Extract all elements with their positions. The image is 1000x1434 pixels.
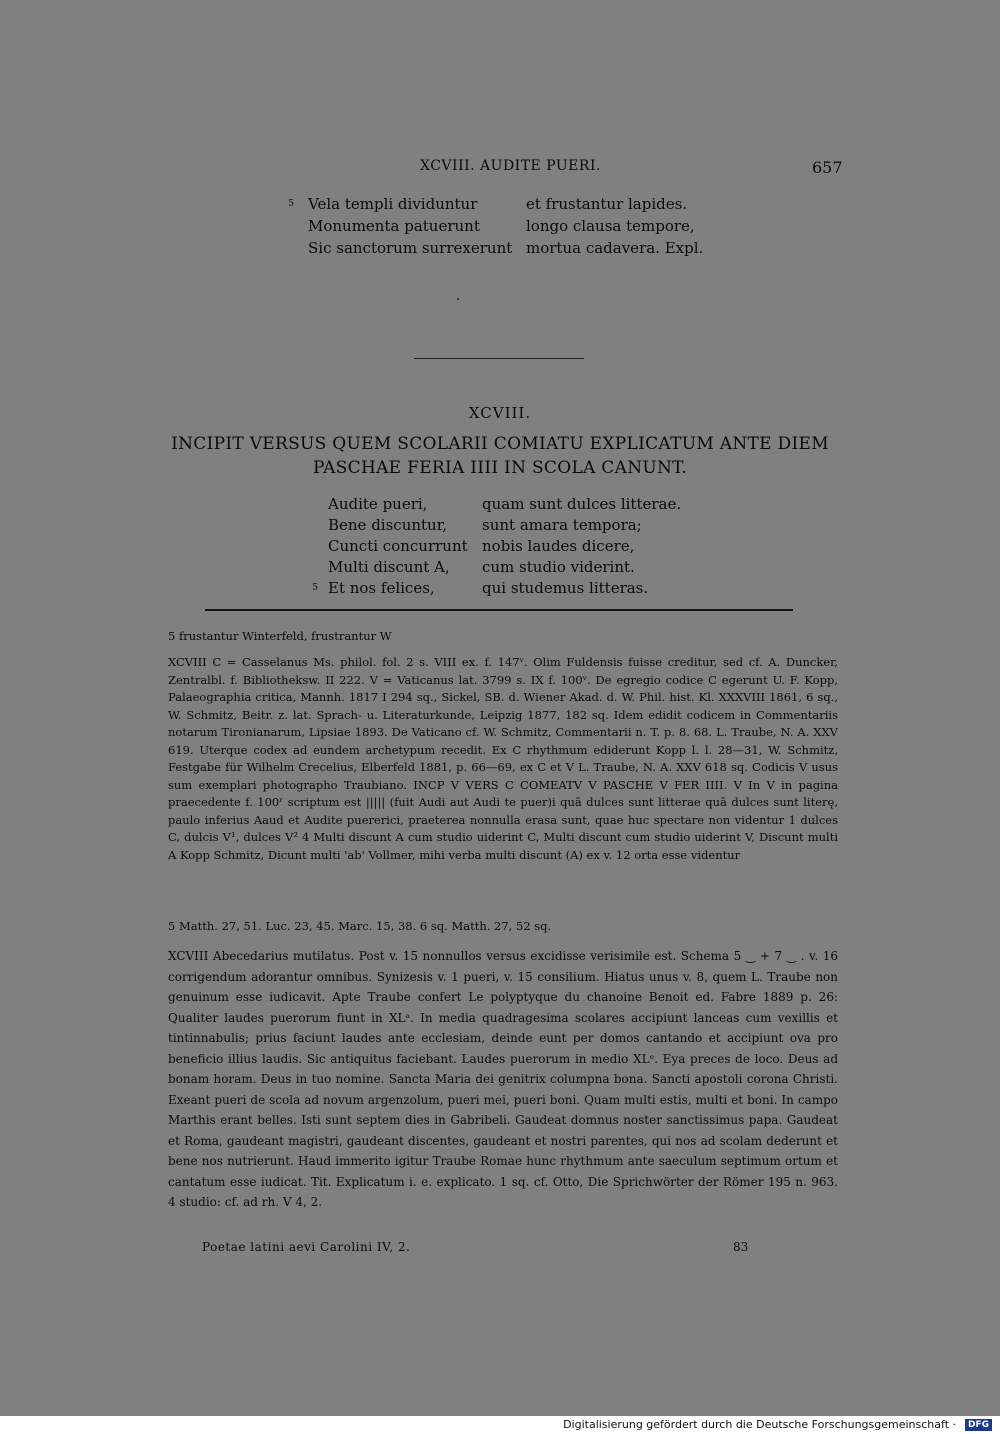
running-title: XCVIII. AUDITE PUERI. — [420, 158, 601, 174]
verse-left: Bene discuntur, — [328, 516, 448, 534]
print-speck — [457, 298, 459, 300]
source-note: 5 Matth. 27, 51. Luc. 23, 45. Marc. 15, 38. 6 sq. Matth. 27, 52 sq. — [168, 919, 552, 933]
verse-left: Vela templi dividuntur — [308, 195, 478, 213]
verse-right: sunt amara tempora; — [482, 516, 642, 534]
verse-left: Audite pueri, — [328, 495, 428, 513]
verse-left: Multi discunt A, — [328, 558, 450, 576]
apparatus-note: 5 frustantur Winterfeld, frustrantur W — [168, 629, 392, 643]
line-number: 5 — [288, 199, 294, 209]
verse-right: quam sunt dulces litterae. — [482, 495, 682, 513]
verse-right: cum studio viderint. — [482, 558, 635, 576]
verse-left: Cuncti concurrunt — [328, 537, 468, 555]
section-title: INCIPIT VERSUS QUEM SCOLARII COMIATU EXPLICATUM ANTE DIEM PASCHAE FERIA IIII IN SCOLA CANUNT. — [171, 434, 829, 478]
section-number: XCVIII. — [468, 404, 532, 422]
verse-left: Sic sanctorum surrexerunt — [308, 239, 513, 257]
banner-text: Digitalisierung gefördert durch die Deutsche Forschungsgemeinschaft · — [563, 1418, 956, 1431]
footnote-rule — [205, 609, 793, 611]
verse-right: longo clausa tempore, — [526, 217, 695, 235]
digitization-banner — [0, 1416, 1000, 1434]
commentary-note: XCVIII Abecedarius mutilatus. Post v. 15 nonnullos versus excidisse verisimile est. Schema 5 ‿ + 7 ‿ . v. 16 corrigendum adorantur omnibus. Synizesis v. 1 pueri, v. 15 consilium. Hiatus unus v. 8, quem L. Traube non genuinum esse iudicavit. Apte Traube confert Le polyptyque du chanoine Benoit ed. Fabre 1889 p. 26: Qualiter laudes puerorum fiunt in XLᵃ. In media quadragesima scolares accipiunt lanceas cum vexillis et tintinnabulis; prius faciunt laudes ante ecclesiam, deinde eunt per domos cantando et accipiunt ova pro beneficio illius laudis. Sic antiquitus faciebant. Laudes puerorum in medio XLᵉ. Eya preces de loco. Deus ad bonam horam. Deus in tuo nomine. Sancta Maria dei genitrix columpna bona. Sancti apostoli corona Christi. Exeant pueri de scola ad novum argenzolum, pueri mei, pueri boni. Quam multi estis, multi et boni. In campo Marthis erant belles. Isti sunt septem dies in Gabribeli. Gaudeat domnus noster sanctissimus papa. Gaudeat et Roma, gaudeant magistri, gaudeant discentes, gaudeant et nostri parentes, qui nos ad scolam dederunt et bene nos nutrierunt. Haud immerito igitur Traube Romae hunc rhythmum ante saeculum septimum ortum et cantatum esse iudicat. Tit. Explicatum i. e. explicato. 1 sq. cf. Otto, Die Sprichwörter der Römer 195 n. 963. 4 studio: cf. ad rh. V 4, 2. — [168, 949, 838, 1209]
section-separator — [414, 358, 584, 359]
line-number: 5 — [312, 583, 318, 593]
manuscript-note: XCVIII C = Casselanus Ms. philol. fol. 2 s. VIII ex. f. 147ᵛ. Olim Fuldensis fuisse creditur, sed cf. A. Duncker, Zentralbl. f. Bibliotheksw. II 222. V = Vaticanus lat. 3799 s. IX f. 100ᵛ. De egregio codice C egerunt U. F. Kopp, Palaeographia critica, Mannh. 1817 I 294 sq., Sickel, SB. d. Wiener Akad. d. W. Phil. hist. Kl. XXXVIII 1861, 6 sq., W. Schmitz, Beitr. z. lat. Sprach- u. Literaturkunde, Leipzig 1877, 182 sq. Idem edidit codicem in Commentariis notarum Tironianarum, Lipsiae 1893. De Vaticano cf. W. Schmitz, Commentarii n. T. p. 8. 68. L. Traube, N. A. XXV 619. Uterque codex ad eundem archetypum recedit. Ex C rhythmum ediderunt Kopp l. l. 28—31, W. Schmitz, Festgabe für Wilhelm Crecelius, Elberfeld 1881, p. 66—69, ex C et V L. Traube, N. A. XXV 618 sq. Codicis V usus sum exemplari photographo Traubiano. INCP V VERS C COMEATV V PASCHE V FER IIII. V In V in pagina praecedente f. 100ʳ scriptum est ||||| (fuit Audi aut Audi te puer)i quā dulces sunt litterae quā dulces sunt literę, paulo inferius Aaud et Audite puererici, praeterea nonnulla erasa sunt, quae huc spectare non videntur 1 dulces C, dulcis V¹, dulces V² 4 Multi discunt A cum studio uiderint C, Multi discunt cum studio uiderint V, Discunt multi A Kopp Schmitz, Dicunt multi 'ab' Vollmer, mihi verba multi discunt (A) ex v. 12 orta esse videntur — [168, 655, 838, 862]
verse-left: Et nos felices, — [328, 579, 435, 597]
dfg-logo: DFG — [965, 1419, 992, 1431]
verse-right: mortua cadavera. Expl. — [526, 239, 704, 257]
verse-right: qui studemus litteras. — [482, 579, 649, 597]
verse-left: Monumenta patuerunt — [308, 217, 480, 235]
verse-right: et frustantur lapides. — [526, 195, 688, 213]
page-number: 657 — [812, 158, 843, 177]
signature-number: 83 — [733, 1240, 749, 1254]
signature-line: Poetae latini aevi Carolini IV, 2. — [202, 1240, 411, 1254]
verse-right: nobis laudes dicere, — [482, 537, 635, 555]
